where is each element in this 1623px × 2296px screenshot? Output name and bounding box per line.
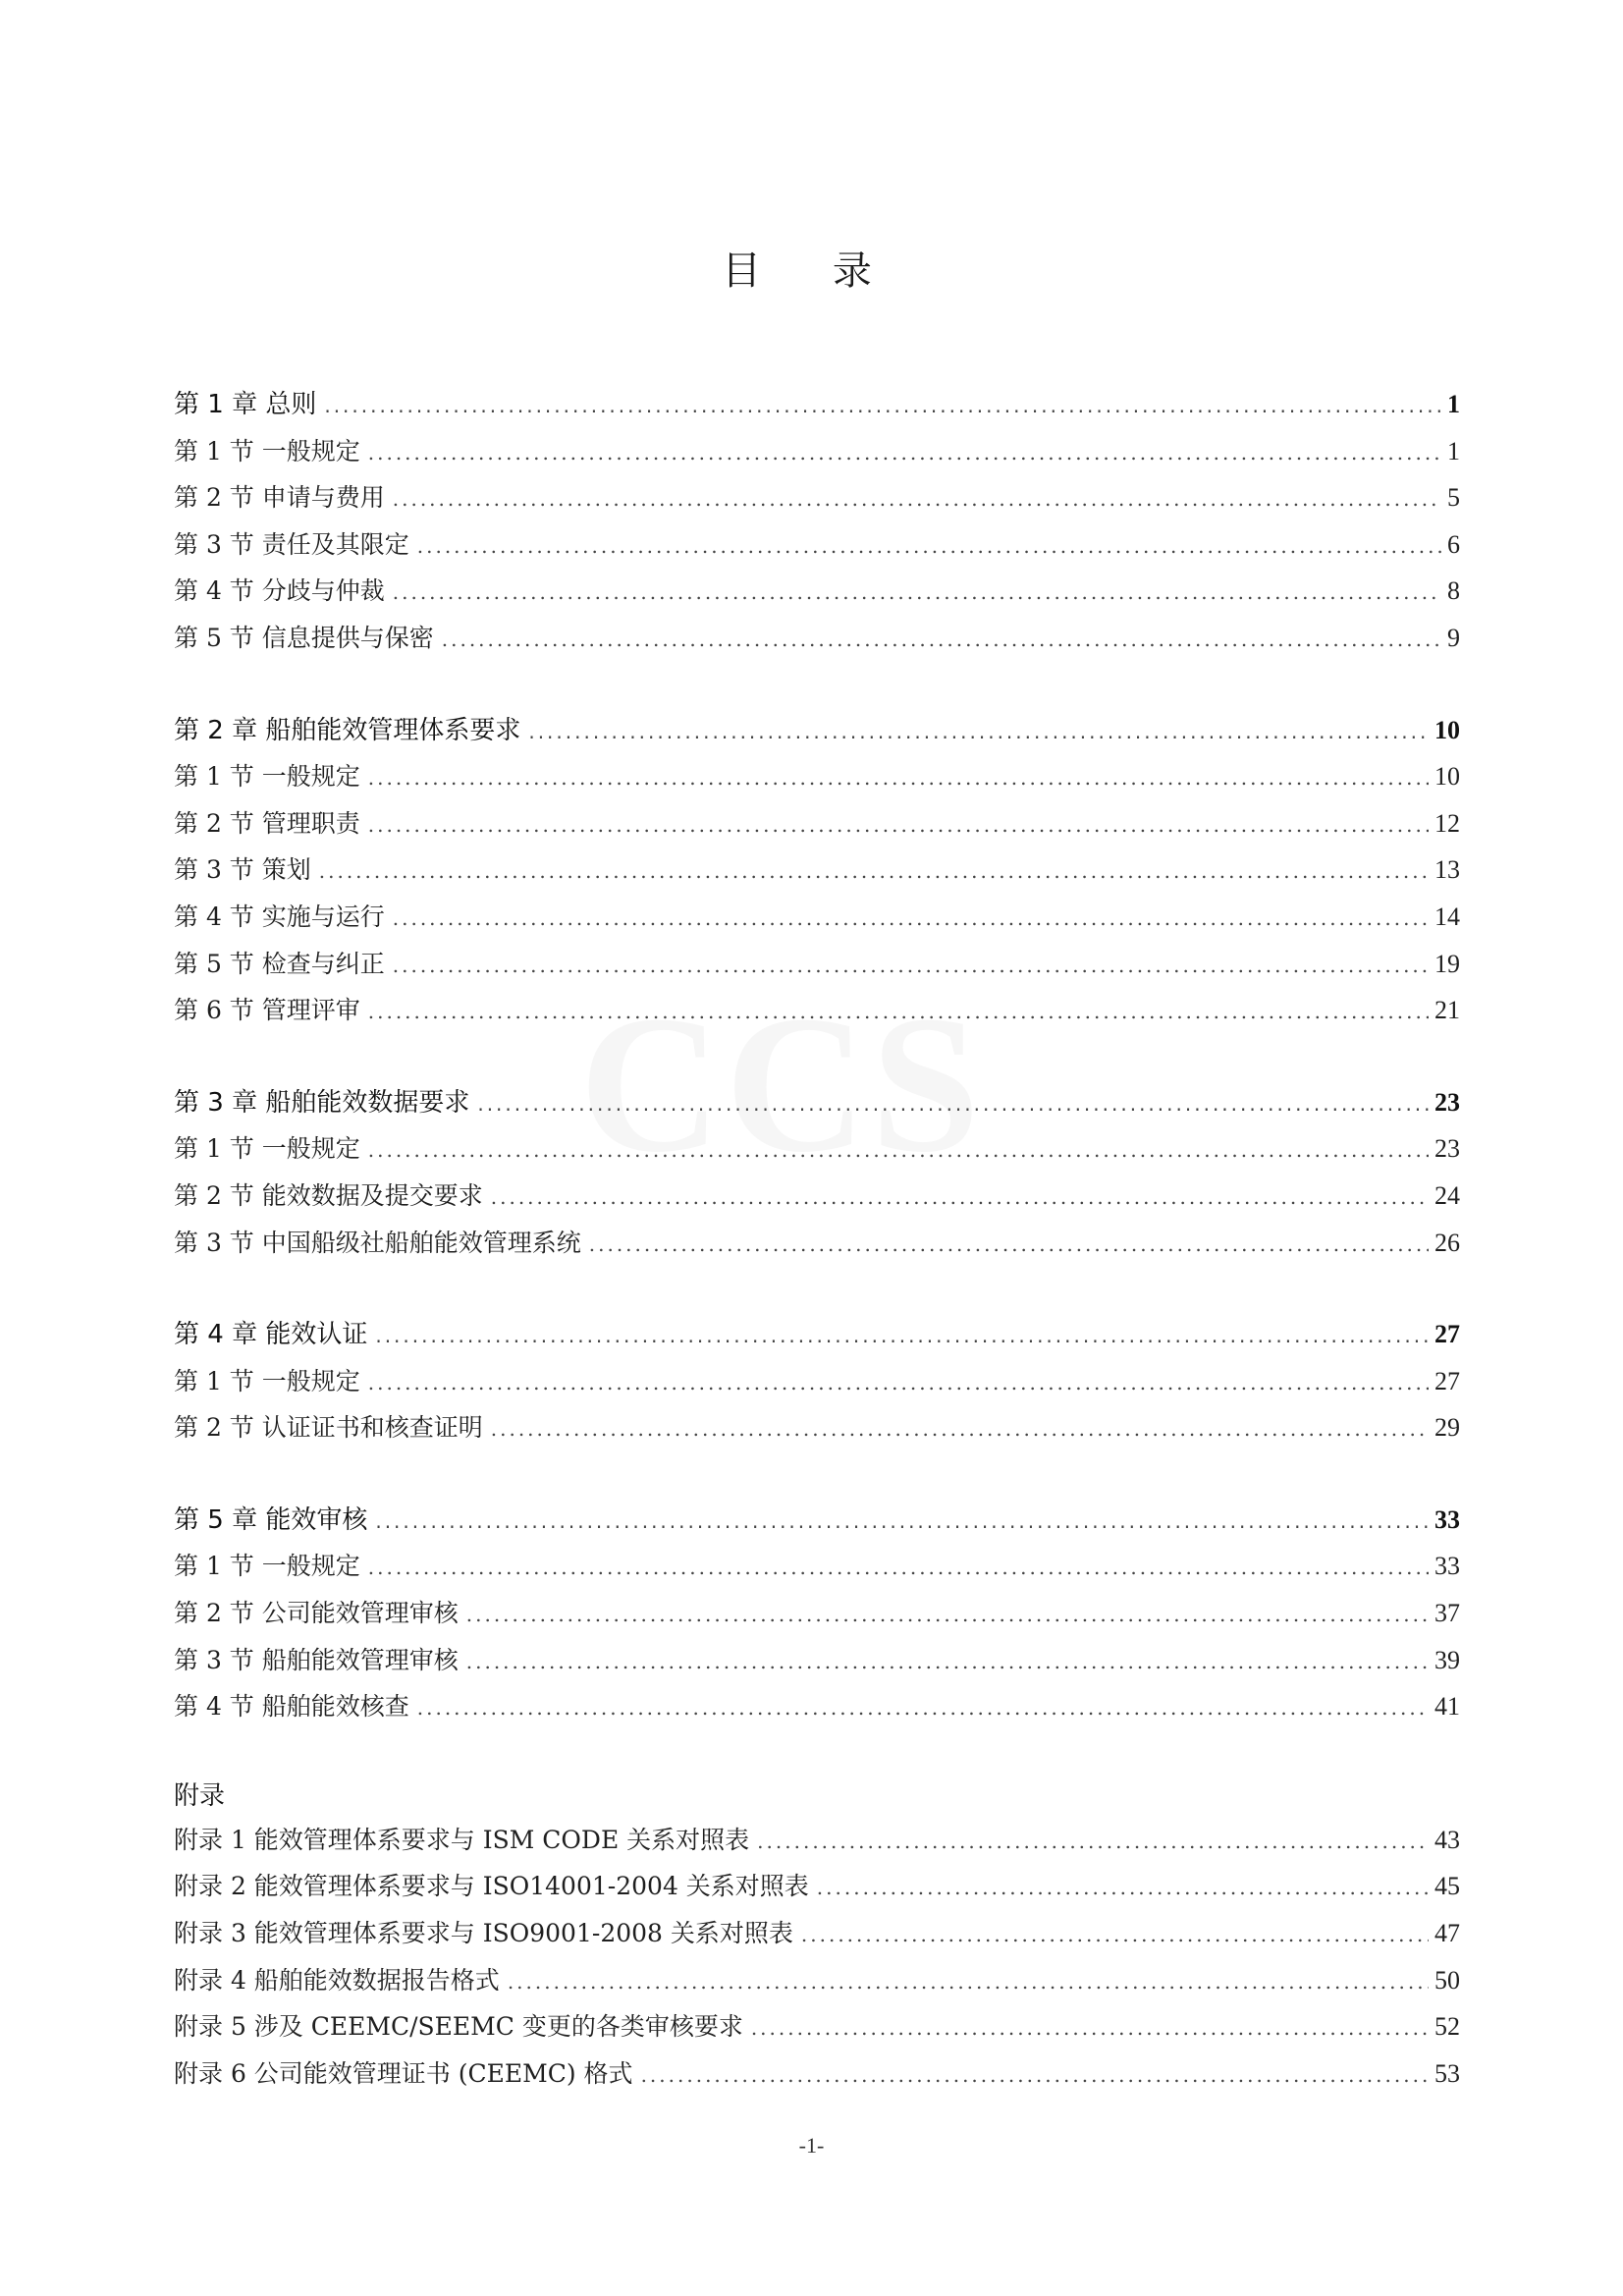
toc-entry-label: 第 5 节 信息提供与保密 <box>174 623 434 652</box>
toc-entry[interactable] <box>174 1173 1460 1220</box>
toc-entry-label: 第 4 节 实施与运行 <box>174 902 385 931</box>
toc-entry-label: 第 5 章 能效审核 <box>174 1504 368 1535</box>
toc-entry-label: 第 2 节 能效数据及提交要求 <box>174 1180 483 1210</box>
dot-leader <box>375 1313 1429 1360</box>
toc-entry-label: 第 5 节 检查与纠正 <box>174 949 385 978</box>
toc-page-number: 23 <box>1434 1087 1460 1117</box>
dot-leader <box>393 896 1429 943</box>
toc-entry-label: 第 2 节 认证证书和核查证明 <box>174 1413 483 1443</box>
toc-page-number: 27 <box>1434 1366 1460 1395</box>
toc-page-number: 12 <box>1434 808 1460 838</box>
toc-page-number: 26 <box>1434 1228 1460 1257</box>
toc-entry[interactable] <box>174 2050 1460 2098</box>
dot-leader <box>491 1175 1429 1222</box>
toc-entry-label: 附录 2 能效管理体系要求与 ISO14001-2004 关系对照表 <box>174 1872 809 1901</box>
toc-entry-label: 第 4 节 船舶能效核查 <box>174 1692 409 1722</box>
toc-entry[interactable] <box>174 1358 1460 1405</box>
toc-entry[interactable] <box>174 2003 1460 2050</box>
toc-entry[interactable] <box>174 1590 1460 1637</box>
toc-page-number: 45 <box>1434 1872 1460 1901</box>
dot-leader <box>368 755 1429 802</box>
dot-leader <box>641 2052 1429 2100</box>
toc-page-number: 29 <box>1434 1413 1460 1443</box>
toc-page-number: 33 <box>1434 1552 1460 1581</box>
toc-page-number: 1 <box>1447 436 1460 465</box>
dot-leader <box>801 1912 1429 1959</box>
toc-entry-label: 第 4 节 分歧与仲裁 <box>174 576 385 606</box>
toc-entry[interactable] <box>174 1220 1460 1267</box>
toc-entry[interactable] <box>174 568 1460 615</box>
toc-chapter-entry[interactable] <box>174 381 1460 428</box>
toc-page-number: 10 <box>1434 715 1460 744</box>
page-title: 目 录 <box>722 248 901 294</box>
toc-entry-label: 第 2 节 公司能效管理审核 <box>174 1599 459 1628</box>
dot-leader <box>368 1360 1429 1407</box>
table-of-contents <box>174 381 1460 2142</box>
toc-entry[interactable] <box>174 1637 1460 1684</box>
toc-entry-label: 第 2 节 申请与费用 <box>174 483 385 513</box>
toc-chapter-entry[interactable] <box>174 707 1460 754</box>
toc-group <box>174 1079 1460 1266</box>
toc-entry[interactable] <box>174 1404 1460 1451</box>
dot-leader <box>368 989 1429 1036</box>
dot-leader <box>368 802 1429 849</box>
toc-section-heading: 附录 <box>174 1780 226 1811</box>
toc-entry-label: 第 3 节 策划 <box>174 855 311 885</box>
toc-page-number: 50 <box>1434 1965 1460 1995</box>
toc-entry[interactable] <box>174 615 1460 662</box>
toc-entry-label: 第 3 节 中国船级社船舶能效管理系统 <box>174 1228 581 1257</box>
toc-entry-label: 附录 5 涉及 CEEMC/SEEMC 变更的各类审核要求 <box>174 2012 743 2042</box>
toc-entry[interactable] <box>174 1817 1460 1864</box>
toc-page-number: 33 <box>1434 1504 1460 1534</box>
toc-entry-label: 附录 4 船舶能效数据报告格式 <box>174 1965 500 1995</box>
toc-page-number: 24 <box>1434 1180 1460 1210</box>
toc-entry-label: 第 1 节 一般规定 <box>174 436 360 465</box>
dot-leader <box>393 943 1429 990</box>
dot-leader <box>589 1222 1429 1269</box>
toc-page-number: 10 <box>1434 762 1460 792</box>
toc-group <box>174 381 1460 662</box>
toc-entry-label: 附录 6 公司能效管理证书 (CEEMC) 格式 <box>174 2058 633 2088</box>
toc-entry[interactable] <box>174 1957 1460 2004</box>
toc-entry[interactable] <box>174 521 1460 569</box>
dot-leader <box>817 1865 1429 1912</box>
watermark-logo: CCS <box>579 976 985 1193</box>
toc-page-number: 23 <box>1434 1134 1460 1164</box>
toc-entry-label: 第 2 章 船舶能效管理体系要求 <box>174 715 521 745</box>
toc-entry[interactable] <box>174 1543 1460 1590</box>
dot-leader <box>466 1639 1429 1686</box>
dot-leader <box>466 1592 1429 1639</box>
toc-page-number: 1 <box>1447 390 1460 418</box>
dot-leader <box>368 1545 1429 1592</box>
toc-entry[interactable] <box>174 1683 1460 1730</box>
toc-entry-label: 第 3 节 船舶能效管理审核 <box>174 1645 459 1674</box>
toc-page-number: 53 <box>1434 2058 1460 2088</box>
toc-entry-label: 第 3 章 船舶能效数据要求 <box>174 1087 470 1118</box>
toc-chapter-entry[interactable] <box>174 1311 1460 1358</box>
toc-entry-label: 第 1 节 一般规定 <box>174 762 360 792</box>
page-number-footer: -1- <box>798 2133 825 2158</box>
toc-page-number: 43 <box>1434 1825 1460 1854</box>
toc-entry-label: 第 3 节 责任及其限定 <box>174 529 409 559</box>
dot-leader <box>528 709 1429 756</box>
toc-entry-label: 第 4 章 能效认证 <box>174 1320 368 1350</box>
toc-page-number: 27 <box>1434 1320 1460 1349</box>
dot-leader <box>319 848 1429 896</box>
toc-entry-label: 附录 3 能效管理体系要求与 ISO9001-2008 关系对照表 <box>174 1919 793 1948</box>
toc-page-number: 5 <box>1447 483 1460 513</box>
toc-entry[interactable] <box>174 847 1460 894</box>
toc-entry[interactable] <box>174 941 1460 988</box>
dot-leader <box>375 1499 1429 1546</box>
toc-entry-label: 附录 1 能效管理体系要求与 ISM CODE 关系对照表 <box>174 1825 750 1854</box>
dot-leader <box>368 1127 1429 1175</box>
toc-page-number: 47 <box>1434 1919 1460 1948</box>
dot-leader <box>393 476 1441 523</box>
dot-leader <box>417 523 1441 571</box>
toc-group <box>174 1497 1460 1730</box>
toc-entry[interactable] <box>174 1910 1460 1957</box>
dot-leader <box>508 1959 1429 2006</box>
toc-chapter-entry[interactable] <box>174 1079 1460 1126</box>
toc-entry-label: 第 1 节 一般规定 <box>174 1134 360 1164</box>
toc-entry-label: 第 2 节 管理职责 <box>174 808 360 838</box>
dot-leader <box>324 383 1441 430</box>
toc-page-number: 8 <box>1447 576 1460 606</box>
toc-entry[interactable] <box>174 987 1460 1034</box>
toc-entry-label: 第 1 节 一般规定 <box>174 1552 360 1581</box>
dot-leader <box>757 1819 1429 1866</box>
toc-group <box>174 707 1460 1034</box>
toc-page-number: 21 <box>1434 996 1460 1025</box>
dot-leader <box>491 1406 1429 1453</box>
toc-chapter-entry[interactable] <box>174 1497 1460 1544</box>
toc-page-number: 9 <box>1447 623 1460 652</box>
toc-group <box>174 1776 1460 2098</box>
toc-entry-label: 第 1 节 一般规定 <box>174 1366 360 1395</box>
toc-entry[interactable] <box>174 894 1460 941</box>
toc-page-number: 6 <box>1447 529 1460 559</box>
toc-page-number: 41 <box>1434 1692 1460 1722</box>
toc-entry[interactable] <box>174 753 1460 800</box>
toc-entry[interactable] <box>174 1125 1460 1173</box>
dot-leader <box>751 2005 1429 2052</box>
toc-entry[interactable] <box>174 428 1460 475</box>
toc-entry-label: 第 1 章 总则 <box>174 390 317 419</box>
toc-page-number: 37 <box>1434 1599 1460 1628</box>
toc-page-number: 39 <box>1434 1645 1460 1674</box>
toc-group <box>174 1311 1460 1451</box>
toc-page-number: 14 <box>1434 902 1460 931</box>
toc-entry-label: 第 6 节 管理评审 <box>174 996 360 1025</box>
dot-leader <box>417 1685 1429 1732</box>
toc-entry[interactable] <box>174 800 1460 847</box>
toc-entry[interactable] <box>174 474 1460 521</box>
dot-leader <box>393 570 1441 617</box>
toc-page-number: 52 <box>1434 2012 1460 2042</box>
toc-page-number: 19 <box>1434 949 1460 978</box>
dot-leader <box>477 1081 1429 1128</box>
toc-page-number: 13 <box>1434 855 1460 885</box>
toc-entry[interactable] <box>174 1863 1460 1910</box>
dot-leader <box>442 617 1441 664</box>
dot-leader <box>368 430 1441 477</box>
